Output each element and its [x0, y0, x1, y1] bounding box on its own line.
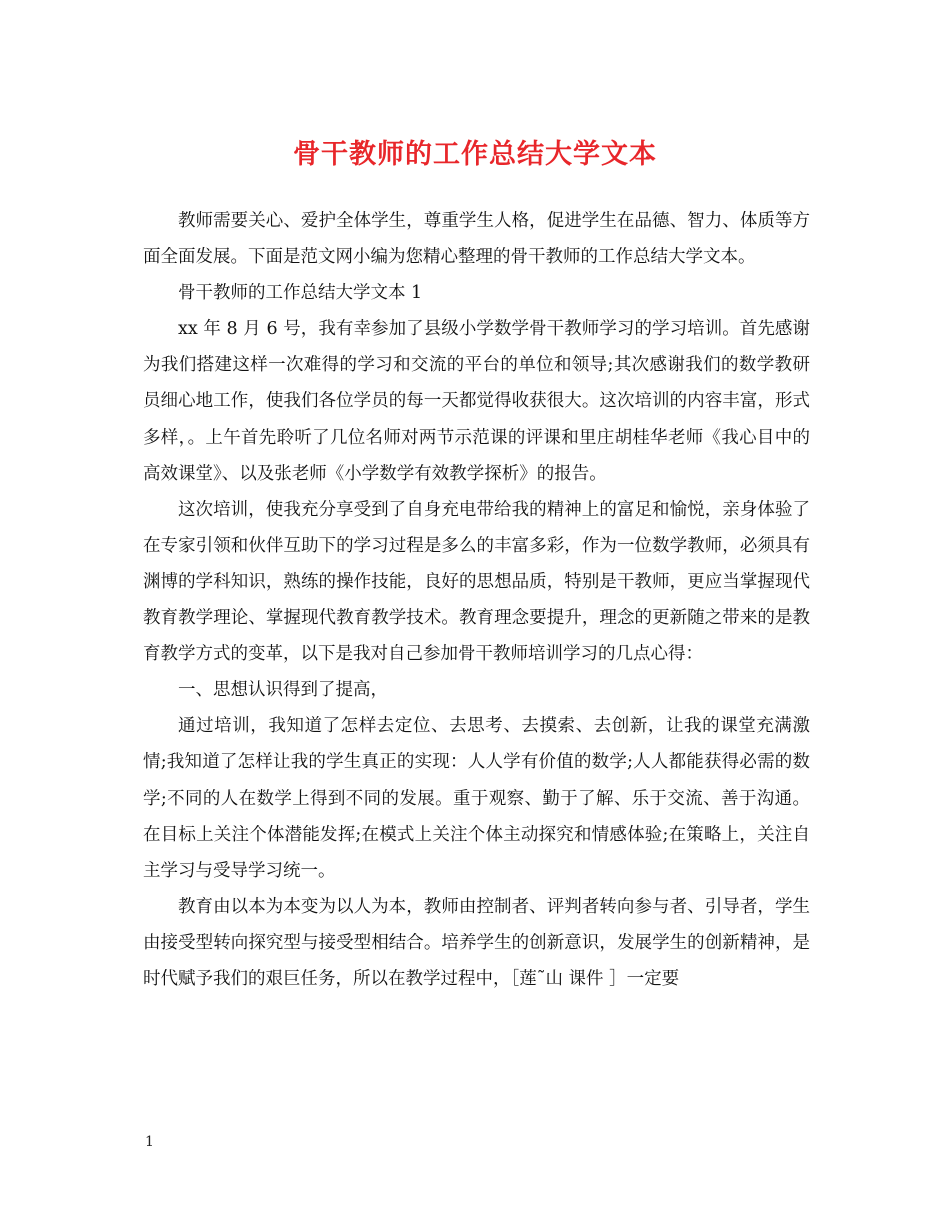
- subsection-heading: 一、思想认识得到了提高，: [178, 680, 388, 701]
- document-body: [143, 203, 810, 997]
- paragraph: 教育由以本为本变为以人为本，教师由控制者、评判者转向参与者、引导者，学生由接受型转向探究型与接受型相结合。培养学生的创新意识，发展学生的创新精神，是时代赋予我们的艰巨任务，所以在教学过程中，［莲˜山 课件 ］一定要: [143, 896, 810, 989]
- section-heading: 骨干教师的工作总结大学文本 1: [178, 283, 423, 304]
- document-title: 骨干教师的工作总结大学文本: [293, 139, 657, 170]
- paragraph-intro: 教师需要关心、爱护全体学生，尊重学生人格，促进学生在品德、智力、体质等方面全面发展。下面是范文网小编为您精心整理的骨干教师的工作总结大学文本。: [143, 211, 810, 268]
- page-number: 1: [145, 1134, 154, 1150]
- paragraph: xx 年 8 月 6 号，我有幸参加了县级小学数学骨干教师学习的学习培训。首先感谢为我们搭建这样一次难得的学习和交流的平台的单位和领导;其次感谢我们的数学教研员细心地工作，使我们各位学员的每一天都觉得收获很大。这次培训的内容丰富，形式多样，。上午首先聆听了几位名师对两节示范课的评课和里庄胡桂华老师《我心目中的高效课堂》、以及张老师《小学数学有效教学探析》的报告。: [143, 319, 810, 484]
- paragraph: 通过培训，我知道了怎样去定位、去思考、去摸索、去创新，让我的课堂充满激情;我知道了怎样让我的学生真正的实现：人人学有价值的数学;人人都能获得必需的数学;不同的人在数学上得到不同的发展。重于观察、勤于了解、乐于交流、善于沟通。在目标上关注个体潜能发挥;在模式上关注个体主动探究和情感体验;在策略上，关注自主学习与受导学习统一。: [143, 716, 810, 881]
- paragraph: 这次培训，使我充分享受到了自身充电带给我的精神上的富足和愉悦，亲身体验了在专家引领和伙伴互助下的学习过程是多么的丰富多彩，作为一位数学教师，必须具有渊博的学科知识，熟练的操作技能，良好的思想品质，特别是干教师，更应当掌握现代教育教学理论、掌握现代教育教学技术。教育理念要提升，理念的更新随之带来的是教育教学方式的变革，以下是我对自己参加骨干教师培训学习的几点心得：: [143, 499, 810, 665]
